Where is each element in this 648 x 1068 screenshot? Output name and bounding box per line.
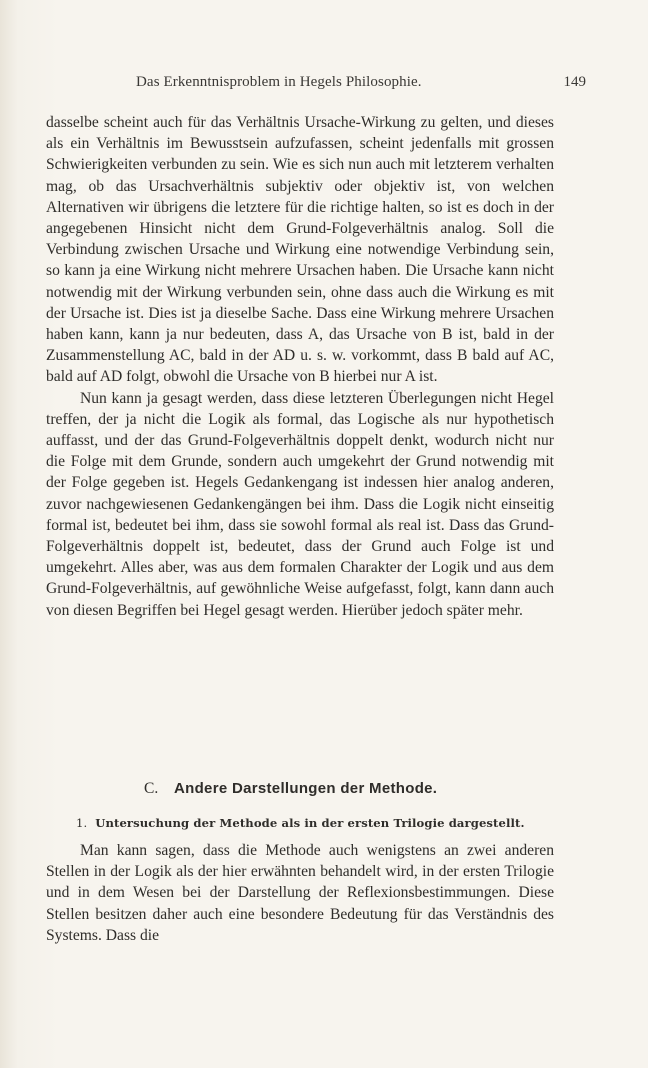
section-letter: C. [144, 780, 159, 797]
subsection-title: Untersuchung der Methode als in der ersten Trilogie dargestellt. [95, 816, 525, 830]
running-title: Das Erkenntnisproblem in Hegels Philosophie. [136, 74, 422, 90]
paragraph-1: dasselbe scheint auch für das Verhältnis Ursache-Wirkung zu gelten, und dieses als ein Verhältnis im Bewusstsein aufzufassen, scheint jedenfalls mit grossen Schwierigkeiten verbunden zu sein. Wie es sich nun auch mit letzterem verhalten mag, ob das Ursachverhältnis subjektiv oder objektiv ist, von welchen Alternativen wir übrigens die letztere für die richtige halten, so ist es doch in der angegebenen Hinsicht nicht dem Grund-Folgeverhältnis analog. Soll die Verbindung zwischen Ursache und Wirkung eine notwendige Verbindung sein, so kann ja eine Wirkung nicht mehrere Ursachen haben. Die Ursache kann nicht notwendig mit der Wirkung verbunden sein, ohne dass auch die Wirkung es mit der Ursache ist. Dies ist ja dieselbe Sache. Dass eine Wirkung mehrere Ursachen haben kann, kann ja nur bedeuten, dass A, das Ursache von B ist, bald in der Zusammenstellung AC, bald in der AD u. s. w. vorkommt, dass B bald auf AC, bald auf AD folgt, obwohl die Ursache von B hierbei nur A ist. [46, 114, 554, 386]
subsection-heading [76, 816, 525, 830]
section-body-text [46, 840, 554, 946]
page-number: 149 [563, 74, 586, 90]
paragraph-2: Nun kann ja gesagt werden, dass diese letzteren Überlegungen nicht Hegel treffen, der ja nicht die Logik als formal, das Logische als nur hypothetisch auffasst, und der das Grund-Folgeverhältnis doppelt denkt, wodurch nicht nur die Folge mit dem Grunde, sondern auch umgekehrt der Grund notwendig mit der Folge gegeben ist. Hegels Gedankengang ist indessen hier analog anderen, zuvor nachgewiesenen Gedankengängen bei ihm. Dass die Logik nicht einseitig formal ist, bedeutet bei ihm, dass sie sowohl formal als real ist. Dass das Grund-Folgeverhältnis doppelt ist, bedeutet, dass der Grund auch Folge ist und umgekehrt. Alles aber, was aus dem formalen Charakter der Logik und aus dem Grund-Folgeverhältnis, auf gewöhnliche Weise aufgefasst, folgt, kann dann auch von diesen Begriffen bei Hegel gesagt werden. Hierüber jedoch später mehr. [46, 389, 554, 619]
section-paragraph: Man kann sagen, dass die Methode auch wenigstens an zwei anderen Stellen in der Logik als der hier erwähnten behandelt wird, in der ersten Trilogie und in dem Wesen bei der Darstellung der Reflexionsbestimmungen. Diese Stellen besitzen daher auch eine besondere Bedeutung für das Verständnis des Systems. Dass die [46, 842, 554, 944]
body-text [46, 112, 554, 621]
section-title: Andere Darstellungen der Methode. [174, 780, 438, 797]
subsection-number: 1. [76, 816, 88, 830]
